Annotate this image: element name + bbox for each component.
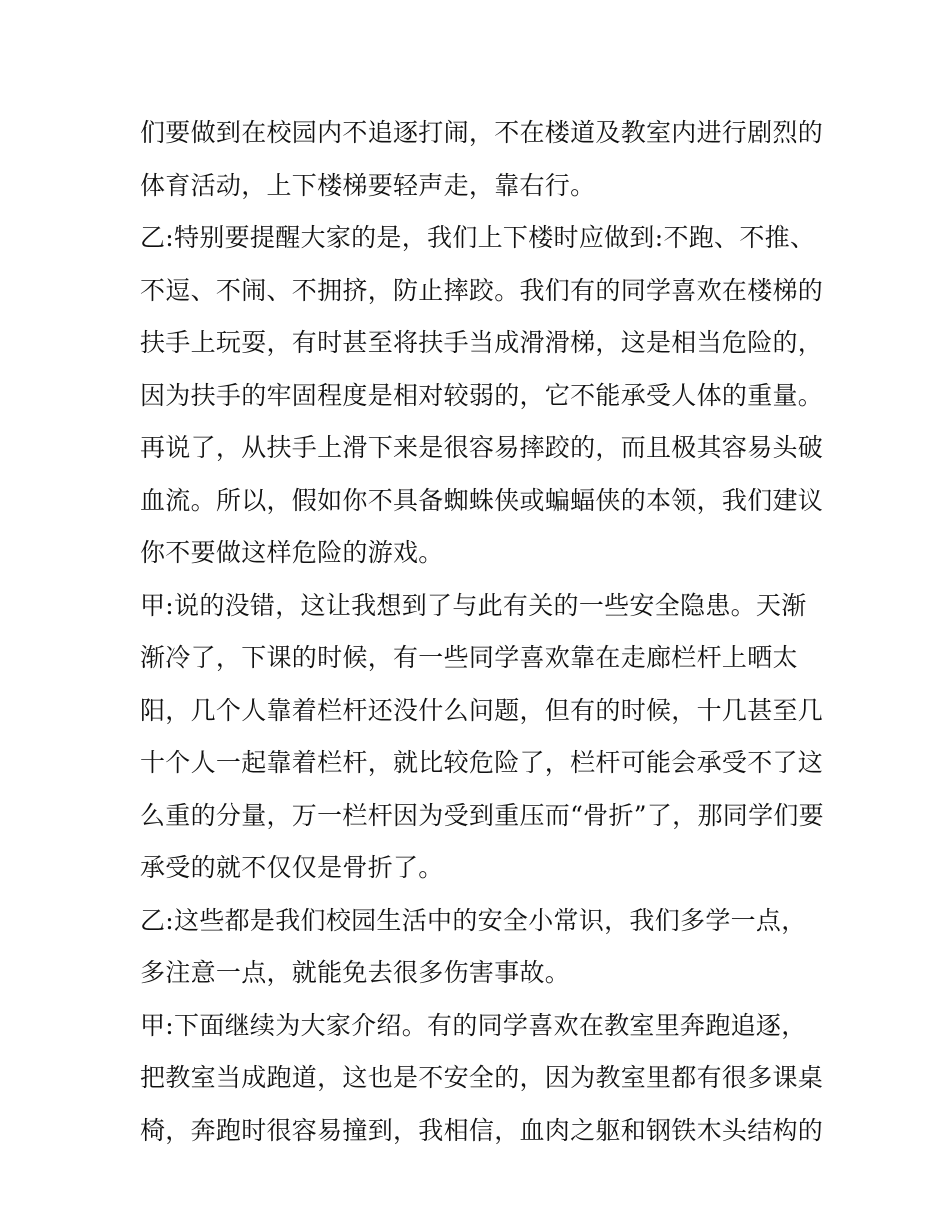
text-line: 体育活动，上下楼梯要轻声走，靠右行。 bbox=[140, 170, 596, 200]
text-line: 不逗、不闹、不拥挤，防止摔跤。我们有的同学喜欢在楼梯的 bbox=[140, 275, 824, 305]
text-line: 甲:说的没错，这让我想到了与此有关的一些安全隐患。天渐 bbox=[140, 590, 807, 620]
text-line: 扶手上玩耍，有时甚至将扶手当成滑滑梯，这是相当危险的， bbox=[140, 328, 824, 357]
text-line: 再说了，从扶手上滑下来是很容易摔跤的，而且极其容易头破 bbox=[140, 433, 824, 462]
text-line: 乙:这些都是我们校园生活中的安全小常识，我们多学一点， bbox=[140, 905, 807, 935]
text-line: 血流。所以，假如你不具备蜘蛛侠或蝙蝠侠的本领，我们建议 bbox=[140, 485, 824, 515]
text-line: 么重的分量，万一栏杆因为受到重压而“骨折”了，那同学们要 bbox=[140, 800, 824, 830]
text-line: 把教室当成跑道，这也是不安全的，因为教室里都有很多课桌 bbox=[140, 1063, 824, 1092]
text-line: 渐冷了，下课的时候，有一些同学喜欢靠在走廊栏杆上晒太 bbox=[140, 643, 798, 672]
text-line: 承受的就不仅仅是骨折了。 bbox=[140, 853, 444, 882]
text-line: 们要做到在校园内不追逐打闹，不在楼道及教室内进行剧烈的 bbox=[140, 118, 824, 147]
text-line: 阳，几个人靠着栏杆还没什么问题，但有的时候，十几甚至几 bbox=[140, 695, 824, 725]
text-line: 你不要做这样危险的游戏。 bbox=[140, 538, 444, 567]
document-body bbox=[140, 107, 824, 1157]
text-line: 因为扶手的牢固程度是相对较弱的，它不能承受人体的重量。 bbox=[140, 380, 824, 410]
text-line: 多注意一点，就能免去很多伤害事故。 bbox=[140, 958, 571, 987]
text-line: 甲:下面继续为大家介绍。有的同学喜欢在教室里奔跑追逐， bbox=[140, 1010, 807, 1040]
text-line: 十个人一起靠着栏杆，就比较危险了，栏杆可能会承受不了这 bbox=[140, 748, 824, 777]
text-line: 椅，奔跑时很容易撞到，我相信，血肉之躯和钢铁木头结构的 bbox=[140, 1115, 824, 1145]
text-line: 乙:特别要提醒大家的是，我们上下楼时应做到:不跑、不推、 bbox=[140, 223, 816, 252]
